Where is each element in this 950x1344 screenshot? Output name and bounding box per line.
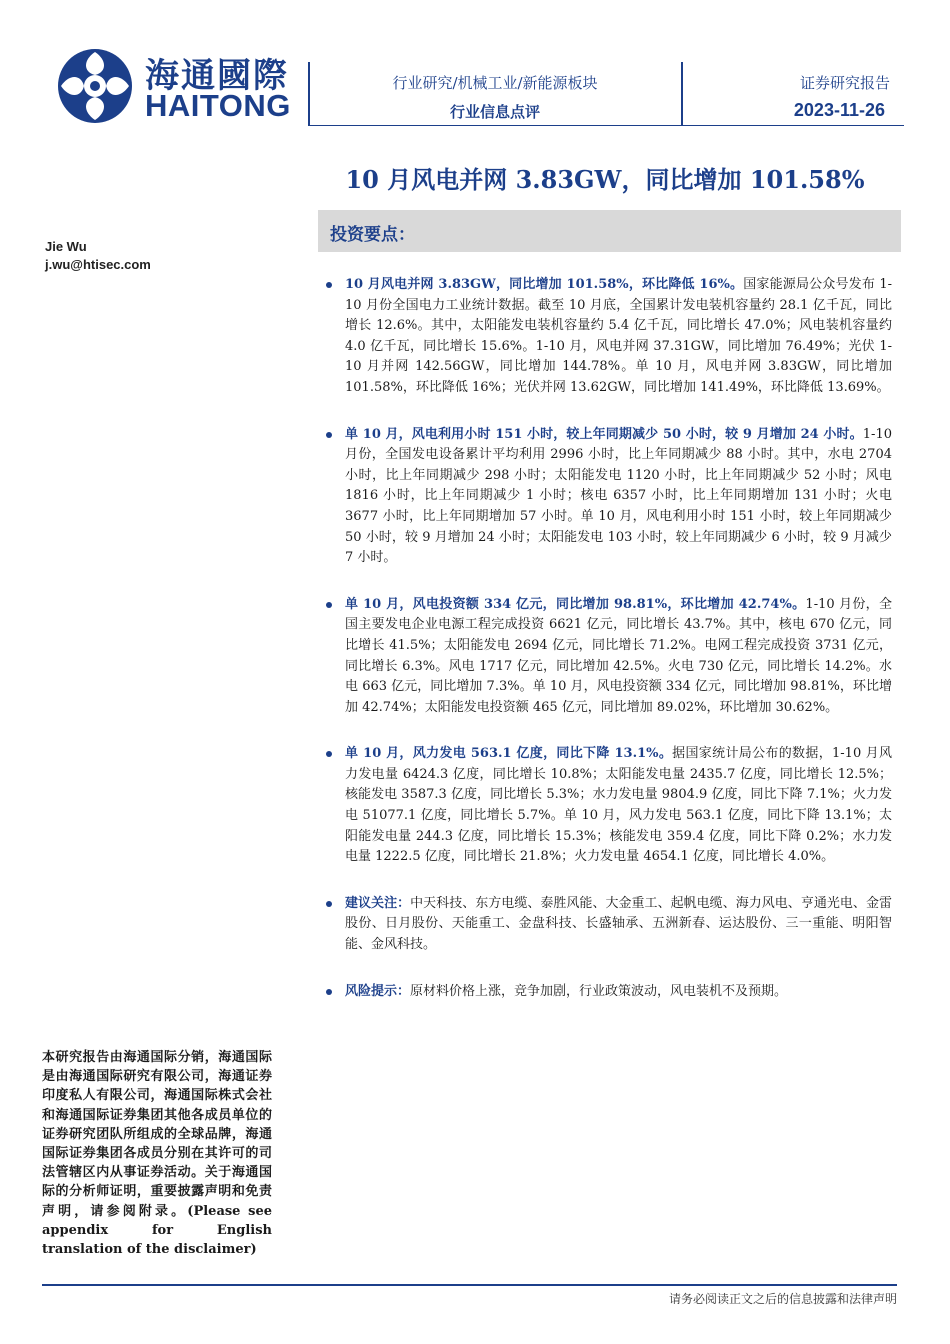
bullet-icon [326,989,332,995]
key-point-text: 中天科技、东方电缆、泰胜风能、大金重工、起帆电缆、海力风电、亨通光电、金雷股份、日月股份、天能重工、金盘科技、长盛轴承、五洲新春、运达股份、三一重能、明阳智能、金风科技。 [345,895,892,953]
logo-chinese-name: 海通國際 [145,56,289,96]
key-point [326,744,892,868]
author-email: j.wu@htisec.com [45,257,151,272]
author-block [45,238,151,274]
key-point-text: 原材料价格上涨，竞争加剧，行业政策波动，风电装机不及预期。 [410,983,788,999]
header-report-subtype: 行业信息点评 [449,103,540,121]
bullet-icon [326,282,332,288]
key-point [326,595,892,719]
key-point [326,894,892,956]
key-point [326,425,892,569]
investment-highlights-bar [318,210,901,252]
key-point-text: 国家能源局公众号发布 1-10 月份全国电力工业统计数据。截至 10 月底，全国累计发电装机容量约 28.1 亿千瓦，同比增长 12.6%。其中，太阳能发电装机容量约 5.4 亿千瓦，同比增长 47.0%；风电装机容量约 4.0 亿千瓦，同比增长 15.6%。1-10 月，风电并网 37.31GW，同比增加 76.49%；光伏 1-10 月并网 142.56GW，同比增加 144.78%。单 10 月，风电并网 3.83GW，同比增加 101.58%，环比降低 16%；光伏并网 13.62GW，同比增加 141.49%，环比降低 13.69%。 [345,277,893,395]
footer-notice: 请务必阅读正文之后的信息披露和法律声明 [668,1292,897,1306]
investment-highlights-label: 投资要点： [330,225,415,245]
key-point-text: 1-10 月份，全国主要发电企业电源工程完成投资 6621 亿元，同比增长 43.7%。其中，核电 670 亿元，同比增长 41.5%；太阳能发电 2694 亿元，同比增长 71.2%。电网工程完成投资 3731 亿元，同比增长 6.3%。风电 1717 亿元，同比增加 42.5%。火电 730 亿元，同比增长 14.2%。水电 663 亿元，同比增加 7.3%。单 10 月，风电投资额 334 亿元，同比增加 98.81%，环比增加 42.74%；太阳能发电投资额 465 亿元，同比增加 89.02%，环比增加 30.62%。 [345,596,892,715]
header-report-type: 证券研究报告 [799,74,890,92]
disclaimer: 本研究报告由海通国际分销，海通国际是由海通国际研究有限公司，海通证券印度私人有限公司，海通国际株式会社和海通国际证券集团其他各成员单位的证券研究团队所组成的全球品牌，海通国际证券集团各成员分别在其许可的司法管辖区内从事证券活动。关于海通国际的分析师证明，重要披露声明和免责声明，请参阅附录。(Please see appendix for English translation of the disclaimer) [42,1050,272,1258]
logo-english-name: HAITONG [145,88,291,123]
header-divider-right [681,62,683,125]
key-point-lead: 10 月风电并网 3.83GW，同比增加 101.58%，环比降低 16%。 [345,277,744,292]
bullet-icon [326,751,332,757]
key-point-text: 1-10 月份，全国发电设备累计平均利用 2996 小时，比上年同期减少 88 小时。其中，水电 2704 小时，比上年同期减少 298 小时；太阳能发电 1120 小时，比上年同期减少 52 小时；风电 1816 小时，比上年同期减少 1 小时；核电 6357 小时，比上年同期增加 131 小时；火电 3677 小时，比上年同期增加 57 小时。单 10 月，风电利用小时 151 小时，较上年同期减少 50 小时，较 9 月增加 24 小时；太阳能发电 103 小时，较上年同期减少 6 小时，较 9 月减少 7 小时。 [345,426,892,566]
key-point-lead: 建议关注： [345,895,411,911]
haitong-logo [55,46,291,128]
key-point [326,982,892,1003]
bullet-icon [326,432,332,438]
key-point-lead: 单 10 月，风电利用小时 151 小时，较上年同期减少 50 小时，较 9 月增加 24 小时。 [345,426,863,442]
key-point-lead: 风险提示： [345,983,411,999]
header-rule [308,125,904,126]
haitong-logo-mark-icon [55,46,135,126]
footer-rule [42,1284,897,1286]
key-point-lead: 单 10 月，风电投资额 334 亿元，同比增加 98.81%，环比增加 42.74%。 [345,596,806,612]
author-name: Jie Wu [45,239,87,254]
header-date: 2023-11-26 [793,100,885,120]
key-point-lead: 单 10 月，风力发电 563.1 亿度，同比下降 13.1%。 [345,746,673,762]
bullet-icon [326,602,332,608]
header-divider-left [308,62,310,125]
key-points [326,275,892,1002]
key-point [326,275,892,399]
header-category: 行业研究/机械工业/新能源板块 [392,74,598,92]
bullet-icon [326,901,332,907]
report-title: 10 月风电并网 3.83GW，同比增加 101.58% [345,165,865,194]
key-point-text: 据国家统计局公布的数据，1-10 月风力发电量 6424.3 亿度，同比增长 10.8%；太阳能发电量 2435.7 亿度，同比增长 12.5%；核能发电 3587.3 亿度，同比增长 5.3%；水力发电量 9804.9 亿度，同比下降 7.1%；火力发电 51077.1 亿度，同比增长 5.7%。单 10 月，风力发电 563.1 亿度，同比下降 13.1%；太阳能发电量 244.3 亿度，同比增长 15.3%；核能发电 359.4 亿度，同比下降 0.2%；水力发电量 1222.5 亿度，同比增长 21.8%；火力发电量 4654.1 亿度，同比增长 4.0%。 [345,746,892,865]
